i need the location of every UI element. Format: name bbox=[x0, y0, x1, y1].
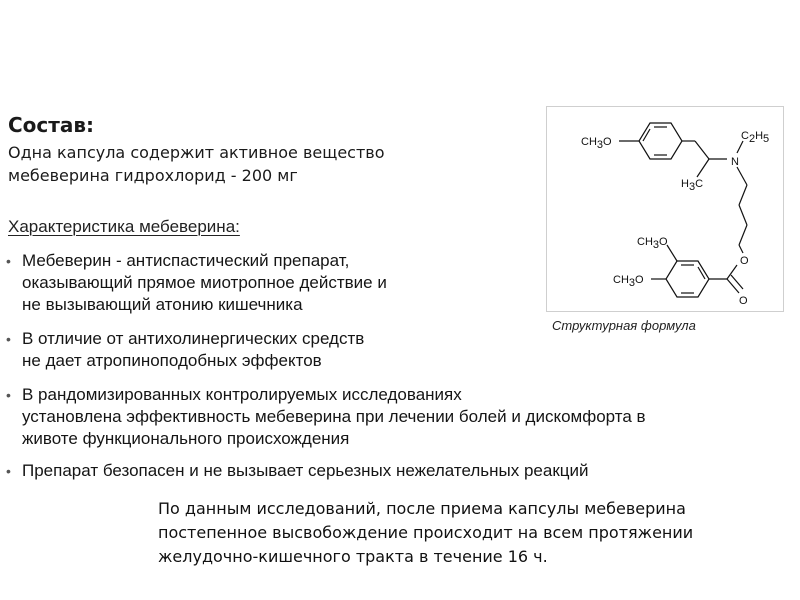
bullet-text: установлена эффективность мебеверина при лечении болей и дискомфорта в bbox=[22, 407, 646, 426]
composition-line-1: Одна капсула содержит активное вещество bbox=[8, 143, 385, 162]
bullet-text: В рандомизированных контролируемых исследованиях bbox=[22, 385, 462, 404]
study-note-line: По данным исследований, после приема капсулы мебеверина bbox=[158, 499, 686, 518]
bullet-icon: • bbox=[6, 331, 11, 347]
study-note-line: желудочно-кишечного тракта в течение 16 ч. bbox=[158, 547, 548, 566]
bullet-icon: • bbox=[6, 387, 11, 403]
formula-caption: Структурная формула bbox=[552, 318, 696, 333]
formula-label-ch3o-mid: CH3O bbox=[637, 236, 668, 251]
study-note bbox=[158, 497, 693, 569]
bullet-text: Мебеверин - антиспастический препарат, bbox=[22, 251, 350, 270]
composition-line-2: мебеверина гидрохлорид - 200 мг bbox=[8, 166, 298, 185]
formula-label-c2h5: C2H5 bbox=[741, 130, 770, 145]
bullet-text: Препарат безопасен и не вызывает серьезных нежелательных реакций bbox=[22, 461, 589, 480]
bullet-text: не дает атропиноподобных эффектов bbox=[22, 351, 322, 370]
bullet-icon: • bbox=[6, 253, 11, 269]
bullet-icon: • bbox=[6, 463, 11, 479]
bullet-item-2 bbox=[6, 328, 364, 372]
bullet-item-3 bbox=[6, 384, 646, 450]
bullet-text: В отличие от антихолинергических средств bbox=[22, 329, 365, 348]
composition-title: Состав: bbox=[8, 113, 95, 137]
bullet-text: животе функционального происхождения bbox=[22, 429, 350, 448]
study-note-line: постепенное высвобождение происходит на всем протяжении bbox=[158, 523, 694, 542]
formula-label-ch3o-low: CH3O bbox=[613, 274, 644, 289]
bullet-item-4 bbox=[6, 460, 589, 482]
formula-label-o-carbonyl: O bbox=[739, 295, 748, 307]
formula-label-o-ester: O bbox=[740, 255, 749, 267]
bullet-text: оказывающий прямое миотропное действие и bbox=[22, 273, 387, 292]
structural-formula bbox=[546, 106, 784, 312]
formula-label-h3c: H3C bbox=[681, 178, 704, 193]
bullet-item-1 bbox=[6, 250, 387, 316]
bullet-text: не вызывающий атонию кишечника bbox=[22, 295, 303, 314]
characteristics-title: Характеристика мебеверина: bbox=[8, 217, 240, 236]
formula-drawing bbox=[547, 107, 783, 311]
formula-label-ch3o-top: CH3O bbox=[581, 136, 612, 151]
formula-label-n: N bbox=[731, 156, 739, 168]
benzene-ring-top bbox=[639, 123, 682, 159]
benzene-ring-bottom bbox=[666, 261, 709, 297]
